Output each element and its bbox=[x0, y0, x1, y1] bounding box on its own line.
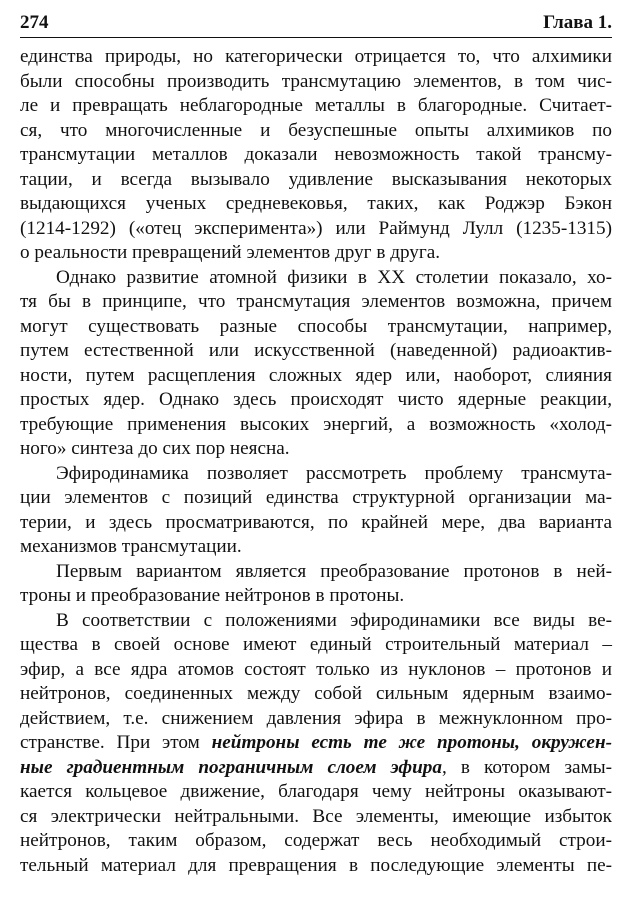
text-line: о реальности превращений элементов друг в друга. bbox=[20, 242, 441, 263]
text-line: щества в своей основе имеют единый строительный материал – bbox=[20, 634, 612, 655]
text-line: ного» синтеза до сих пор неясна. bbox=[20, 438, 290, 459]
text-line: эфир, а все ядра атомов состоят только из нуклонов – протонов и bbox=[20, 658, 612, 680]
text-line: тации, и всегда вызывало удивление высказывания некоторых bbox=[20, 168, 612, 190]
body-text bbox=[20, 45, 612, 878]
text-line: механизмов трансмутации. bbox=[20, 536, 242, 557]
text-line: Однако развитие атомной физики в XX столетии показало, хо- bbox=[56, 266, 612, 288]
text-line: Первым вариантом является преобразование протонов в ней- bbox=[56, 560, 612, 582]
text-line: (1214-1292) («отец эксперимента») или Раймунд Лулл (1235-1315) bbox=[20, 217, 612, 239]
text-line: трансмутации металлов доказали невозможность такой трансму- bbox=[20, 144, 612, 165]
text-line: ле и превращать неблагородные металлы в благородные. Считает- bbox=[20, 95, 612, 116]
text-line: нейтронов, соединенных между собой сильным ядерным взаимо- bbox=[20, 683, 612, 704]
text-block-1 bbox=[20, 45, 612, 731]
text-line: троны и преобразование нейтронов в протоны. bbox=[20, 585, 405, 606]
emphasis-text: нейтроны есть те же протоны, окружен- bbox=[211, 732, 612, 753]
text-line: ся электрически нейтральными. Все элементы, имеющие избыток bbox=[20, 805, 612, 827]
text-line: ции элементов с позиций единства структурной организации ма- bbox=[20, 487, 612, 508]
text-line: ся, что многочисленные и безуспешные опыты алхимиков по bbox=[20, 119, 612, 141]
chapter-title: Глава 1. bbox=[543, 12, 612, 33]
text-line: могут существовать разные способы трансмутации, например, bbox=[20, 315, 612, 337]
text-line: ности, путем расщепления сложных ядер или, наоборот, слияния bbox=[20, 364, 612, 386]
page-number: 274 bbox=[20, 12, 49, 33]
text-run: , в котором замы- bbox=[441, 756, 612, 778]
text-line: выдающихся ученых средневековья, таких, как Роджэр Бэкон bbox=[20, 193, 612, 214]
text-line: Эфиродинамика позволяет рассмотреть проблему трансмута- bbox=[56, 462, 612, 484]
text-line-29 bbox=[20, 731, 612, 756]
page-header bbox=[20, 4, 612, 34]
text-line: требующие применения высоких энергий, а возможность «холод- bbox=[20, 413, 612, 435]
text-line: нейтронов, таким образом, содержат весь необходимый строи- bbox=[20, 830, 612, 851]
text-line-30 bbox=[20, 756, 612, 781]
header-rule bbox=[20, 37, 612, 38]
text-line: были способны производить трансмутацию элементов, в том чис- bbox=[20, 70, 612, 92]
text-run: странстве. При этом bbox=[20, 732, 212, 753]
text-line: тя бы в принципе, что трансмутация элементов возможна, причем bbox=[20, 291, 612, 312]
text-line: простых ядер. Однако здесь происходят чисто ядерные реакции, bbox=[20, 389, 612, 410]
emphasis-text: ные градиентным пограничным слоем эфира bbox=[20, 756, 442, 778]
text-line: терии, и здесь просматриваются, по крайней мере, два варианта bbox=[20, 511, 612, 533]
text-line: единства природы, но категорически отрицается то, что алхимики bbox=[20, 46, 612, 67]
text-line: кается кольцевое движение, благодаря чему нейтроны оказывают- bbox=[20, 781, 612, 802]
text-line: действием, т.е. снижением давления эфира в межнуклонном про- bbox=[20, 707, 612, 729]
text-line: В соответствии с положениями эфиродинамики все виды ве- bbox=[56, 609, 612, 631]
text-line: путем естественной или искусственной (наведенной) радиоактив- bbox=[20, 340, 612, 361]
text-block-2 bbox=[20, 780, 612, 878]
text-line: тельный материал для превращения в последующие элементы пе- bbox=[20, 854, 612, 876]
